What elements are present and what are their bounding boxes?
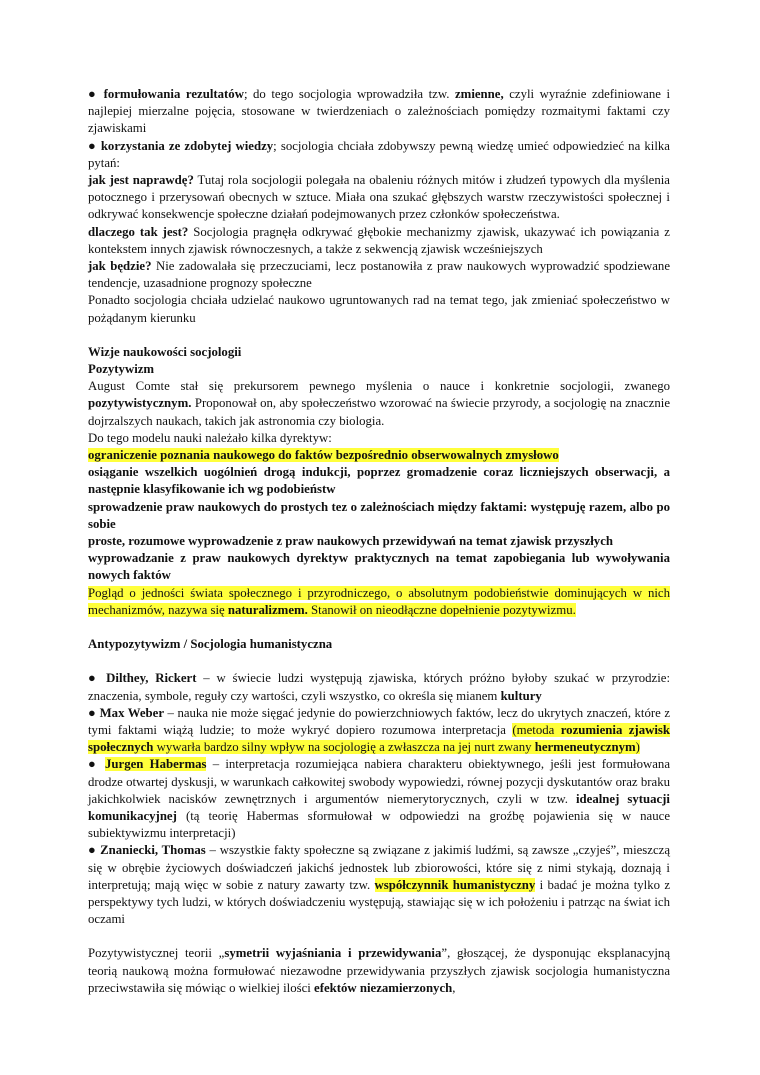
text-run: Nie zadowalała się przeczuciami, lecz postanowiła z praw naukowych wyprowadzić spodziewane tendencje, uzasadnione prognozy społeczne	[88, 259, 670, 291]
paragraph-jak-bedzie	[88, 258, 670, 292]
bold-name: Znaniecki, Thomas	[100, 843, 206, 858]
text-run: Pogląd o jedności świata społecznego i przyrodniczego, o absolutnym podobieństwie dominujących w nich mechanizmów, nazywa się	[88, 585, 670, 617]
text-run: – wszystkie fakty społeczne są związane z jakimiś ludźmi, są zawsze „czyjeś”, mieszczą się w obrębie życiowych doświadczeń jakichś jednostek lub zbiorowości, które się z nimi stykają, doznają i interpretują; mają więc w sobie z natury zawarty tzw.	[88, 843, 671, 892]
paragraph-symetria	[88, 945, 670, 997]
directive-4: proste, rozumowe wyprowadzenie z praw naukowych przewidywań na temat zjawisk przyszłych	[88, 534, 613, 549]
bold-term: hermeneutycznym	[534, 740, 636, 755]
directive-1	[88, 447, 670, 464]
bold-term: formułowania rezultatów	[103, 87, 244, 101]
paragraph-korzystania	[88, 138, 670, 172]
text-run: Pozytywistycznej teorii „	[88, 946, 225, 961]
directive-3: sprowadzenie praw naukowych do prostych tez o zależnościach między faktami: występuję razem, albo po sobie	[88, 499, 670, 531]
bold-question: jak będzie?	[88, 259, 152, 274]
bold-term: idealnej sytuacji komunikacyjnej	[88, 791, 670, 823]
spacer	[88, 653, 670, 670]
text-run: – interpretacja rozumiejąca nabiera charakteru obiektywnego, jeśli jest formułowana drodze otwartej dyskusji, w warunkach całkowitej swobody wypowiedzi, równej pozycji dyskutantów oraz braku jakichkolwiek nacisków zewnętrznych i argumentów niemerytorycznych, czyli w tzw.	[88, 757, 671, 806]
bullet-marker: ●	[88, 138, 97, 153]
bold-name: Dilthey, Rickert	[106, 671, 197, 686]
text-run: wywarła bardzo silny wpływ na socjologię a zwłaszcza na jej nurt zwany	[153, 740, 535, 755]
document-page	[88, 86, 670, 997]
text-run: czyli wyraźnie zdefiniowane i najlepiej mierzalne pojęcia, stosowane w twierdzeniach o zależnościach pomiędzy rozmaitymi faktami czy zjawiskami	[88, 87, 671, 136]
paragraph-comte	[88, 378, 670, 430]
paragraph-weber	[88, 705, 670, 757]
text-run: (metoda	[512, 722, 561, 737]
paragraph-jak-jest	[88, 172, 670, 224]
text-run: ; socjologia chciała zdobywszy pewną wiedzę umieć odpowiedzieć na kilka pytań:	[88, 138, 670, 170]
directive-2: osiąganie wszelkich uogólnień drogą indukcji, poprzez gromadzenie coraz liczniejszych obserwacji, a następnie klasyfikowanie ich wg podobieństw	[88, 465, 670, 497]
paragraph-habermas	[88, 756, 670, 842]
bold-term: efektów niezamierzonych	[314, 980, 453, 995]
bullet-marker: ●	[88, 705, 97, 720]
text-run: Tutaj rola socjologii polegała na obaleniu różnych mitów i złudzeń typowych dla myślenia potocznego i przerysowań obecnych w sztuce. Miała ona szukać głębszych warstw rzeczywistości społecznej i odkrywać konsekwencje społeczne działań podejmowanych przez członków społeczeństwa.	[88, 173, 670, 222]
bullet-marker: ●	[88, 671, 100, 686]
spacer	[88, 327, 670, 344]
bold-term: zmienne,	[454, 87, 504, 101]
text-run: (tą teorię Habermas sformułował w odpowiedzi na groźbę pojawienia się w nauce subiektywizmu interpretacji)	[88, 808, 670, 841]
bold-term: naturalizmem.	[227, 602, 308, 617]
bold-question: jak jest naprawdę?	[88, 173, 194, 188]
bold-name-highlighted: Jurgen Habermas	[105, 757, 207, 772]
section-heading-antypozytywizm: Antypozytywizm / Socjologia humanistyczna	[88, 637, 333, 652]
text-run: – w świecie ludzi występują zjawiska, których próżno byłoby szukać w przyrodzie: znaczenia, symbole, reguły czy wartości, czyli wszystko, co określa się mianem	[88, 671, 671, 703]
spacer	[88, 619, 670, 636]
text-run: Socjologia pragnęła odkrywać głębokie mechanizmy zjawisk, ukazywać ich powiązania z kontekstem innych zjawisk równoczesnych, a także z sekwencją zjawisk wcześniejszych	[88, 224, 670, 256]
section-heading-pozytywizm: Pozytywizm	[88, 362, 155, 377]
bold-term-highlighted: współczynnik humanistyczny	[374, 877, 536, 892]
text-run: i badać je można tylko z perspektywy tych ludzi, w których doświadczeniu występują, stawiając się w ich położeniu i patrząc na świat ich oczami	[88, 877, 671, 927]
paragraph-znaniecki	[88, 842, 670, 928]
paragraph-naturalizm	[88, 585, 670, 619]
text-run: August Comte stał się prekursorem pewnego myślenia o nauce i konkretnie socjologii, zwanego	[88, 379, 670, 394]
bold-question: dlaczego tak jest?	[88, 224, 189, 239]
text-run: ,	[452, 980, 456, 995]
text-run: Stanowił on nieodłączne dopełnienie pozytywizmu.	[307, 602, 576, 617]
paragraph-formulowania	[88, 86, 670, 138]
text-run: )	[635, 740, 640, 755]
paragraph-dyrektywy-intro: Do tego modelu nauki należało kilka dyrektyw:	[88, 430, 332, 445]
bullet-marker: ●	[88, 843, 97, 858]
paragraph-dilthey	[88, 670, 670, 704]
paragraph-dlaczego	[88, 224, 670, 258]
bold-term: symetrii wyjaśniania i przewidywania	[224, 946, 442, 961]
spacer	[88, 928, 670, 945]
bold-name: Max Weber	[99, 705, 165, 720]
text-run: Proponował on, aby społeczeństwo wzorować na świecie przyrody, a socjologię na znacznie dojrzalszych naukach, takich jak astronomia czy biologia.	[88, 396, 670, 428]
highlighted-directive: ograniczenie poznania naukowego do faktów bezpośrednio obserwowalnych zmysłowo	[88, 448, 559, 463]
bullet-marker: ●	[88, 757, 99, 772]
text-run: ; do tego socjologia wprowadziła tzw.	[243, 87, 455, 101]
paragraph-ponadto: Ponadto socjologia chciała udzielać naukowo ugruntowanych rad na temat tego, jak zmieniać społeczeństwo w pożądanym kierunku	[88, 293, 670, 325]
text-run: – nauka nie może sięgać jedynie do powierzchniowych faktów, lecz do ukrytych znaczeń, które z tymi faktami wiążą ludzie; to może wykryć dopiero rozumowa interpretacja	[88, 705, 671, 737]
bullet-marker: ●	[88, 87, 99, 101]
section-heading-wizje: Wizje naukowości socjologii	[88, 344, 242, 359]
bold-term: kultury	[500, 688, 542, 703]
text-run: ”, głoszącej, że dysponując eksplanacyjną teorią naukową można formułować niezawodne przewidywania przyszłych zjawisk socjologia humanistyczna przeciwstawiła się mówiąc o wielkiej ilości	[88, 946, 670, 995]
directive-5: wyprowadzanie z praw naukowych dyrektyw praktycznych na temat zapobiegania lub wywoływania nowych faktów	[88, 551, 670, 583]
bold-term: korzystania ze zdobytej wiedzy	[100, 138, 274, 153]
bold-term: pozytywistycznym.	[88, 396, 192, 411]
highlighted-text	[88, 586, 670, 617]
bold-term: rozumienia zjawisk społecznych	[88, 722, 670, 755]
